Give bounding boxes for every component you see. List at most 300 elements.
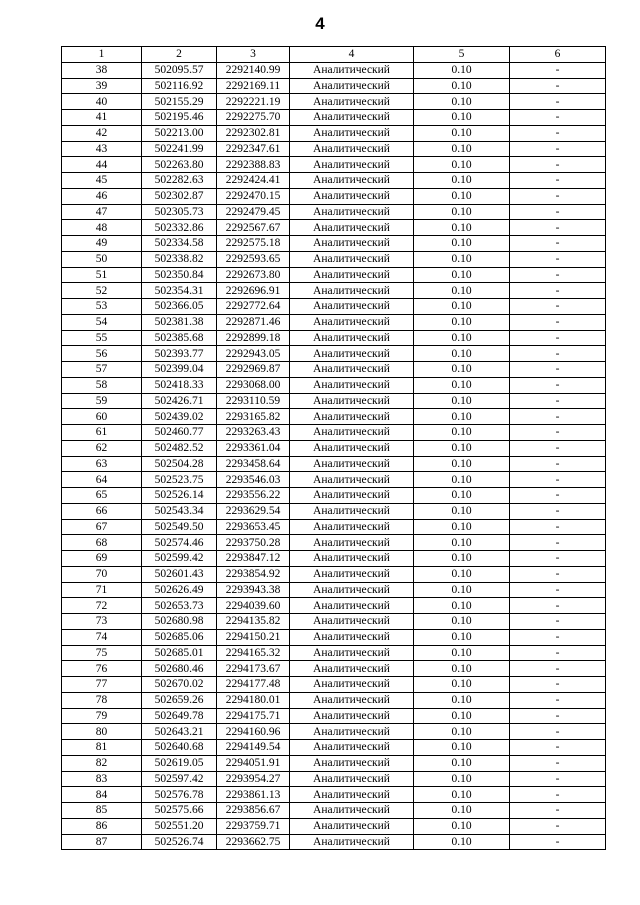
cell-method: Аналитический	[290, 724, 414, 740]
column-header-4: 4	[290, 47, 414, 63]
cell-point-number: 68	[62, 535, 142, 551]
cell-y-coordinate: 2294160.96	[217, 724, 290, 740]
table-row	[62, 708, 606, 724]
cell-y-coordinate: 2293662.75	[217, 834, 290, 850]
column-header-1: 1	[62, 47, 142, 63]
table-row	[62, 614, 606, 630]
table-row	[62, 346, 606, 362]
cell-x-coordinate: 502526.74	[142, 834, 217, 850]
cell-y-coordinate: 2292696.91	[217, 283, 290, 299]
cell-point-number: 87	[62, 834, 142, 850]
cell-method: Аналитический	[290, 346, 414, 362]
cell-point-number: 58	[62, 377, 142, 393]
cell-y-coordinate: 2292943.05	[217, 346, 290, 362]
coordinates-table	[61, 46, 606, 850]
cell-method: Аналитический	[290, 771, 414, 787]
cell-accuracy: 0.10	[414, 771, 510, 787]
cell-accuracy: 0.10	[414, 724, 510, 740]
cell-accuracy: 0.10	[414, 692, 510, 708]
cell-note: -	[510, 488, 606, 504]
cell-point-number: 61	[62, 425, 142, 441]
table-row	[62, 582, 606, 598]
cell-method: Аналитический	[290, 330, 414, 346]
table-row	[62, 755, 606, 771]
cell-x-coordinate: 502381.38	[142, 314, 217, 330]
cell-accuracy: 0.10	[414, 740, 510, 756]
cell-y-coordinate: 2293361.04	[217, 440, 290, 456]
cell-y-coordinate: 2292567.67	[217, 220, 290, 236]
cell-note: -	[510, 236, 606, 252]
cell-accuracy: 0.10	[414, 409, 510, 425]
cell-method: Аналитический	[290, 834, 414, 850]
cell-y-coordinate: 2292470.15	[217, 188, 290, 204]
cell-note: -	[510, 803, 606, 819]
table-row	[62, 834, 606, 850]
cell-note: -	[510, 456, 606, 472]
cell-method: Аналитический	[290, 425, 414, 441]
cell-x-coordinate: 502460.77	[142, 425, 217, 441]
cell-point-number: 56	[62, 346, 142, 362]
cell-x-coordinate: 502680.98	[142, 614, 217, 630]
cell-x-coordinate: 502195.46	[142, 110, 217, 126]
cell-method: Аналитический	[290, 661, 414, 677]
cell-method: Аналитический	[290, 220, 414, 236]
cell-point-number: 55	[62, 330, 142, 346]
cell-y-coordinate: 2293068.00	[217, 377, 290, 393]
cell-accuracy: 0.10	[414, 472, 510, 488]
cell-x-coordinate: 502504.28	[142, 456, 217, 472]
cell-accuracy: 0.10	[414, 834, 510, 850]
table-row	[62, 677, 606, 693]
cell-note: -	[510, 661, 606, 677]
cell-y-coordinate: 2292575.18	[217, 236, 290, 252]
cell-y-coordinate: 2294149.54	[217, 740, 290, 756]
cell-point-number: 79	[62, 708, 142, 724]
cell-method: Аналитический	[290, 488, 414, 504]
cell-point-number: 60	[62, 409, 142, 425]
cell-x-coordinate: 502282.63	[142, 173, 217, 189]
cell-point-number: 66	[62, 503, 142, 519]
cell-note: -	[510, 283, 606, 299]
cell-y-coordinate: 2292673.80	[217, 267, 290, 283]
cell-method: Аналитический	[290, 157, 414, 173]
cell-method: Аналитический	[290, 314, 414, 330]
cell-point-number: 82	[62, 755, 142, 771]
cell-y-coordinate: 2293110.59	[217, 393, 290, 409]
cell-x-coordinate: 502354.31	[142, 283, 217, 299]
cell-y-coordinate: 2293861.13	[217, 787, 290, 803]
cell-note: -	[510, 629, 606, 645]
cell-point-number: 59	[62, 393, 142, 409]
cell-accuracy: 0.10	[414, 393, 510, 409]
cell-method: Аналитический	[290, 551, 414, 567]
cell-method: Аналитический	[290, 94, 414, 110]
table-body	[62, 62, 606, 850]
cell-x-coordinate: 502575.66	[142, 803, 217, 819]
cell-y-coordinate: 2292347.61	[217, 141, 290, 157]
cell-method: Аналитический	[290, 598, 414, 614]
cell-note: -	[510, 94, 606, 110]
cell-method: Аналитический	[290, 377, 414, 393]
cell-point-number: 46	[62, 188, 142, 204]
cell-accuracy: 0.10	[414, 283, 510, 299]
cell-point-number: 67	[62, 519, 142, 535]
cell-y-coordinate: 2292424.41	[217, 173, 290, 189]
column-header-5: 5	[414, 47, 510, 63]
column-header-6: 6	[510, 47, 606, 63]
table-row	[62, 519, 606, 535]
cell-accuracy: 0.10	[414, 582, 510, 598]
cell-point-number: 69	[62, 551, 142, 567]
cell-method: Аналитический	[290, 614, 414, 630]
table-row	[62, 645, 606, 661]
cell-accuracy: 0.10	[414, 551, 510, 567]
cell-note: -	[510, 755, 606, 771]
cell-x-coordinate: 502302.87	[142, 188, 217, 204]
cell-x-coordinate: 502155.29	[142, 94, 217, 110]
cell-x-coordinate: 502597.42	[142, 771, 217, 787]
cell-note: -	[510, 582, 606, 598]
table-row	[62, 472, 606, 488]
cell-method: Аналитический	[290, 787, 414, 803]
cell-method: Аналитический	[290, 62, 414, 78]
cell-point-number: 53	[62, 299, 142, 315]
cell-point-number: 41	[62, 110, 142, 126]
cell-note: -	[510, 267, 606, 283]
cell-note: -	[510, 614, 606, 630]
cell-accuracy: 0.10	[414, 645, 510, 661]
table-row	[62, 110, 606, 126]
cell-method: Аналитический	[290, 645, 414, 661]
cell-point-number: 74	[62, 629, 142, 645]
cell-x-coordinate: 502305.73	[142, 204, 217, 220]
cell-y-coordinate: 2293629.54	[217, 503, 290, 519]
cell-point-number: 72	[62, 598, 142, 614]
cell-point-number: 47	[62, 204, 142, 220]
cell-y-coordinate: 2294180.01	[217, 692, 290, 708]
cell-note: -	[510, 740, 606, 756]
cell-point-number: 75	[62, 645, 142, 661]
cell-method: Аналитический	[290, 299, 414, 315]
table-row	[62, 425, 606, 441]
cell-method: Аналитический	[290, 582, 414, 598]
cell-point-number: 48	[62, 220, 142, 236]
cell-method: Аналитический	[290, 755, 414, 771]
cell-method: Аналитический	[290, 692, 414, 708]
cell-accuracy: 0.10	[414, 62, 510, 78]
table-row	[62, 94, 606, 110]
table-row	[62, 692, 606, 708]
cell-method: Аналитический	[290, 818, 414, 834]
cell-note: -	[510, 409, 606, 425]
table-row	[62, 362, 606, 378]
table-row	[62, 377, 606, 393]
cell-x-coordinate: 502659.26	[142, 692, 217, 708]
cell-method: Аналитический	[290, 283, 414, 299]
cell-point-number: 44	[62, 157, 142, 173]
cell-point-number: 52	[62, 283, 142, 299]
cell-y-coordinate: 2293847.12	[217, 551, 290, 567]
cell-accuracy: 0.10	[414, 236, 510, 252]
table-row	[62, 157, 606, 173]
cell-y-coordinate: 2293653.45	[217, 519, 290, 535]
cell-method: Аналитический	[290, 566, 414, 582]
cell-y-coordinate: 2292169.11	[217, 78, 290, 94]
cell-note: -	[510, 125, 606, 141]
cell-y-coordinate: 2293546.03	[217, 472, 290, 488]
table-row	[62, 440, 606, 456]
cell-note: -	[510, 204, 606, 220]
cell-note: -	[510, 503, 606, 519]
table-row	[62, 251, 606, 267]
cell-method: Аналитический	[290, 173, 414, 189]
cell-method: Аналитический	[290, 362, 414, 378]
table-row	[62, 393, 606, 409]
cell-point-number: 43	[62, 141, 142, 157]
cell-point-number: 71	[62, 582, 142, 598]
cell-point-number: 86	[62, 818, 142, 834]
cell-note: -	[510, 598, 606, 614]
cell-accuracy: 0.10	[414, 157, 510, 173]
cell-point-number: 51	[62, 267, 142, 283]
cell-accuracy: 0.10	[414, 220, 510, 236]
cell-note: -	[510, 346, 606, 362]
cell-y-coordinate: 2294039.60	[217, 598, 290, 614]
cell-note: -	[510, 330, 606, 346]
cell-point-number: 64	[62, 472, 142, 488]
cell-note: -	[510, 299, 606, 315]
cell-method: Аналитический	[290, 677, 414, 693]
table-row	[62, 330, 606, 346]
cell-point-number: 65	[62, 488, 142, 504]
cell-accuracy: 0.10	[414, 204, 510, 220]
table-row	[62, 787, 606, 803]
cell-note: -	[510, 472, 606, 488]
cell-y-coordinate: 2292221.19	[217, 94, 290, 110]
cell-point-number: 83	[62, 771, 142, 787]
cell-point-number: 85	[62, 803, 142, 819]
cell-note: -	[510, 787, 606, 803]
cell-x-coordinate: 502626.49	[142, 582, 217, 598]
cell-accuracy: 0.10	[414, 440, 510, 456]
cell-point-number: 84	[62, 787, 142, 803]
table-row	[62, 173, 606, 189]
table-row	[62, 141, 606, 157]
cell-accuracy: 0.10	[414, 535, 510, 551]
cell-method: Аналитический	[290, 629, 414, 645]
cell-accuracy: 0.10	[414, 346, 510, 362]
cell-x-coordinate: 502095.57	[142, 62, 217, 78]
cell-x-coordinate: 502439.02	[142, 409, 217, 425]
cell-note: -	[510, 818, 606, 834]
cell-y-coordinate: 2292772.64	[217, 299, 290, 315]
cell-note: -	[510, 834, 606, 850]
cell-accuracy: 0.10	[414, 598, 510, 614]
cell-x-coordinate: 502576.78	[142, 787, 217, 803]
table-row	[62, 125, 606, 141]
cell-x-coordinate: 502574.46	[142, 535, 217, 551]
table-row	[62, 598, 606, 614]
cell-y-coordinate: 2292899.18	[217, 330, 290, 346]
cell-y-coordinate: 2293165.82	[217, 409, 290, 425]
cell-x-coordinate: 502543.34	[142, 503, 217, 519]
table-row	[62, 220, 606, 236]
cell-note: -	[510, 692, 606, 708]
cell-point-number: 49	[62, 236, 142, 252]
cell-x-coordinate: 502338.82	[142, 251, 217, 267]
cell-method: Аналитический	[290, 236, 414, 252]
cell-point-number: 50	[62, 251, 142, 267]
cell-y-coordinate: 2293943.38	[217, 582, 290, 598]
cell-x-coordinate: 502241.99	[142, 141, 217, 157]
cell-accuracy: 0.10	[414, 708, 510, 724]
cell-accuracy: 0.10	[414, 299, 510, 315]
cell-x-coordinate: 502640.68	[142, 740, 217, 756]
cell-x-coordinate: 502482.52	[142, 440, 217, 456]
cell-method: Аналитический	[290, 519, 414, 535]
cell-note: -	[510, 251, 606, 267]
cell-method: Аналитический	[290, 535, 414, 551]
cell-point-number: 77	[62, 677, 142, 693]
cell-note: -	[510, 677, 606, 693]
cell-point-number: 70	[62, 566, 142, 582]
cell-x-coordinate: 502263.80	[142, 157, 217, 173]
cell-note: -	[510, 377, 606, 393]
cell-method: Аналитический	[290, 440, 414, 456]
table-row	[62, 299, 606, 315]
cell-method: Аналитический	[290, 803, 414, 819]
cell-x-coordinate: 502685.06	[142, 629, 217, 645]
cell-x-coordinate: 502426.71	[142, 393, 217, 409]
cell-note: -	[510, 566, 606, 582]
cell-note: -	[510, 535, 606, 551]
table-row	[62, 503, 606, 519]
cell-x-coordinate: 502334.58	[142, 236, 217, 252]
cell-x-coordinate: 502418.33	[142, 377, 217, 393]
cell-note: -	[510, 314, 606, 330]
cell-x-coordinate: 502399.04	[142, 362, 217, 378]
cell-note: -	[510, 425, 606, 441]
cell-point-number: 57	[62, 362, 142, 378]
cell-x-coordinate: 502685.01	[142, 645, 217, 661]
table-row	[62, 629, 606, 645]
cell-y-coordinate: 2292275.70	[217, 110, 290, 126]
cell-method: Аналитический	[290, 472, 414, 488]
cell-accuracy: 0.10	[414, 78, 510, 94]
cell-y-coordinate: 2293954.27	[217, 771, 290, 787]
cell-note: -	[510, 157, 606, 173]
cell-x-coordinate: 502350.84	[142, 267, 217, 283]
cell-note: -	[510, 708, 606, 724]
table-header	[62, 47, 606, 63]
cell-y-coordinate: 2292969.87	[217, 362, 290, 378]
cell-method: Аналитический	[290, 141, 414, 157]
cell-note: -	[510, 62, 606, 78]
cell-accuracy: 0.10	[414, 503, 510, 519]
cell-y-coordinate: 2294173.67	[217, 661, 290, 677]
cell-point-number: 81	[62, 740, 142, 756]
table-header-row	[62, 47, 606, 63]
cell-method: Аналитический	[290, 251, 414, 267]
cell-point-number: 78	[62, 692, 142, 708]
cell-point-number: 63	[62, 456, 142, 472]
cell-note: -	[510, 519, 606, 535]
cell-point-number: 45	[62, 173, 142, 189]
cell-accuracy: 0.10	[414, 488, 510, 504]
cell-y-coordinate: 2293854.92	[217, 566, 290, 582]
cell-accuracy: 0.10	[414, 173, 510, 189]
table-row	[62, 314, 606, 330]
table-row	[62, 188, 606, 204]
cell-x-coordinate: 502523.75	[142, 472, 217, 488]
cell-y-coordinate: 2294051.91	[217, 755, 290, 771]
cell-y-coordinate: 2292140.99	[217, 62, 290, 78]
cell-note: -	[510, 440, 606, 456]
cell-point-number: 62	[62, 440, 142, 456]
cell-accuracy: 0.10	[414, 661, 510, 677]
cell-method: Аналитический	[290, 110, 414, 126]
cell-accuracy: 0.10	[414, 377, 510, 393]
cell-accuracy: 0.10	[414, 519, 510, 535]
table-row	[62, 535, 606, 551]
cell-y-coordinate: 2293759.71	[217, 818, 290, 834]
cell-accuracy: 0.10	[414, 330, 510, 346]
page-number: 4	[315, 14, 325, 33]
table-row	[62, 818, 606, 834]
table-row	[62, 236, 606, 252]
cell-note: -	[510, 645, 606, 661]
cell-accuracy: 0.10	[414, 425, 510, 441]
cell-point-number: 54	[62, 314, 142, 330]
cell-note: -	[510, 551, 606, 567]
cell-method: Аналитический	[290, 204, 414, 220]
cell-point-number: 40	[62, 94, 142, 110]
cell-x-coordinate: 502116.92	[142, 78, 217, 94]
table-row	[62, 724, 606, 740]
cell-accuracy: 0.10	[414, 629, 510, 645]
column-header-3: 3	[217, 47, 290, 63]
cell-accuracy: 0.10	[414, 787, 510, 803]
cell-accuracy: 0.10	[414, 94, 510, 110]
cell-accuracy: 0.10	[414, 677, 510, 693]
cell-point-number: 73	[62, 614, 142, 630]
table-row	[62, 661, 606, 677]
cell-accuracy: 0.10	[414, 251, 510, 267]
column-header-2: 2	[142, 47, 217, 63]
cell-accuracy: 0.10	[414, 566, 510, 582]
table-row	[62, 283, 606, 299]
cell-method: Аналитический	[290, 78, 414, 94]
cell-x-coordinate: 502332.86	[142, 220, 217, 236]
cell-x-coordinate: 502680.46	[142, 661, 217, 677]
cell-note: -	[510, 110, 606, 126]
cell-method: Аналитический	[290, 188, 414, 204]
cell-accuracy: 0.10	[414, 456, 510, 472]
cell-x-coordinate: 502619.05	[142, 755, 217, 771]
table-row	[62, 551, 606, 567]
cell-x-coordinate: 502643.21	[142, 724, 217, 740]
cell-y-coordinate: 2292593.65	[217, 251, 290, 267]
cell-note: -	[510, 362, 606, 378]
table-row	[62, 456, 606, 472]
cell-x-coordinate: 502366.05	[142, 299, 217, 315]
table-row	[62, 771, 606, 787]
cell-point-number: 39	[62, 78, 142, 94]
cell-method: Аналитический	[290, 125, 414, 141]
cell-note: -	[510, 141, 606, 157]
table-row	[62, 566, 606, 582]
cell-y-coordinate: 2293556.22	[217, 488, 290, 504]
